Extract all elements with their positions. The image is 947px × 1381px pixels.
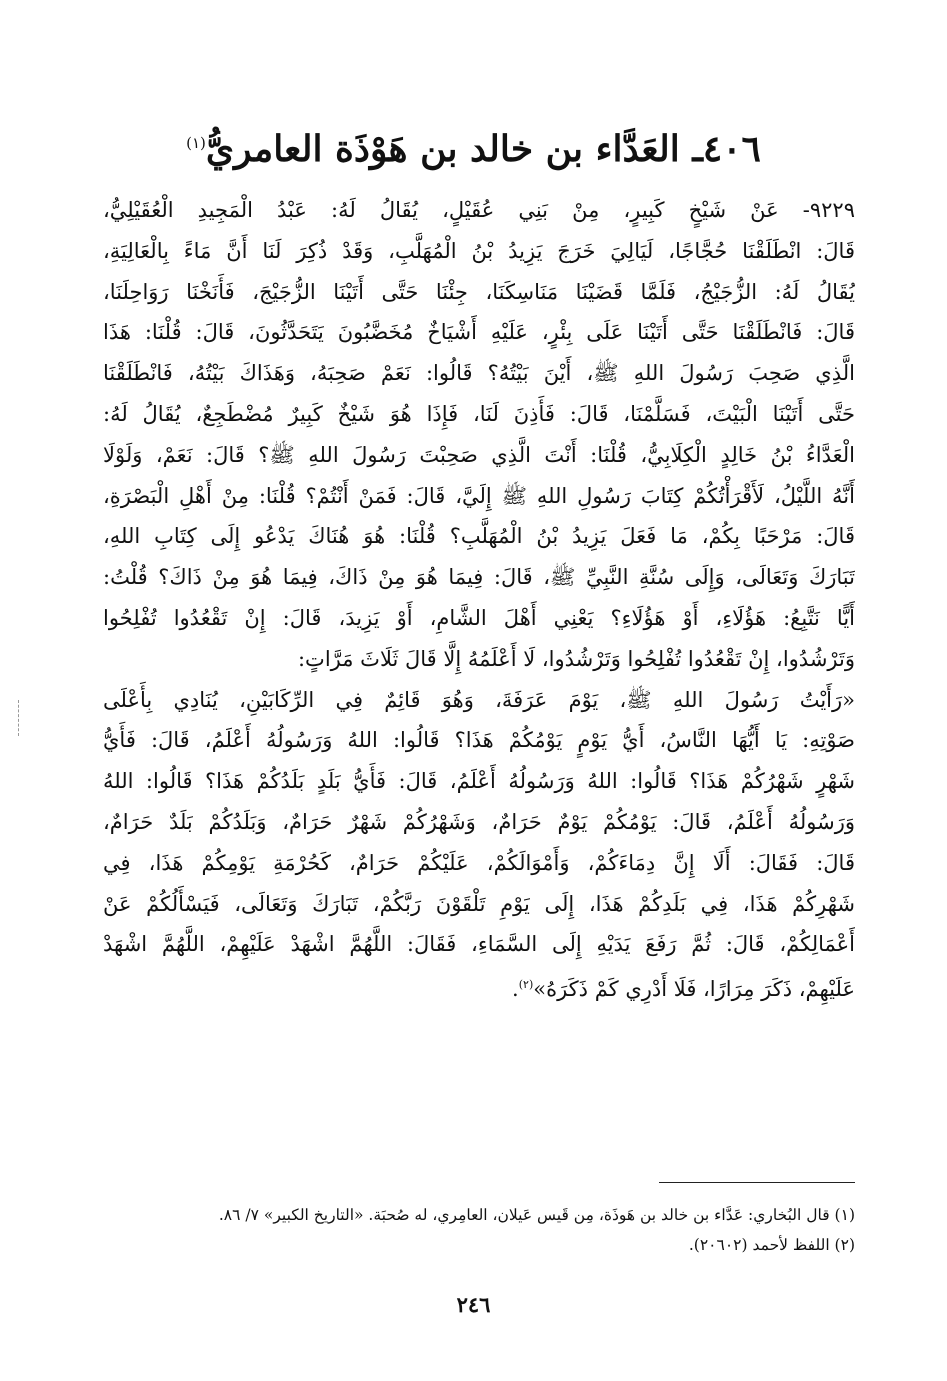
footnote-divider — [659, 1182, 855, 1183]
text-line: قَالَ: مَرْحَبًا بِكُمْ، مَا فَعَلَ يَزِيدُ بْنُ الْمُهَلَّبِ؟ قُلْنَا: هُوَ هُنَاكَ يَدْعُو إِلَى كِتَابِ اللهِ، — [103, 524, 855, 549]
footnotes — [103, 1200, 855, 1260]
chapter-title: العَدَّاء بن خالد بن هَوْذَة العامريُّ — [205, 128, 680, 170]
text-line: قَالَ: فَانْطَلَقْنَا حَتَّى أَتَيْنَا عَلَى بِئْرٍ، عَلَيْهِ أَشْيَاخٌ مُخَضَّبُونَ يَتَحَدَّثُونَ، قَالَ: قُلْنَا: هَذَا — [103, 320, 855, 345]
text-line: وَرَسُولُهُ أَعْلَمُ، قَالَ: يَوْمُكُمْ يَوْمٌ حَرَامٌ، وَشَهْرُكُمْ شَهْرٌ حَرَامٌ، وَبَلَدُكُمْ بَلَدٌ حَرَامٌ، — [103, 809, 855, 834]
text-line: قَالَ: انْطَلَقْنَا حُجَّاجًا، لَيَالِيَ خَرَجَ يَزِيدُ بْنُ الْمُهَلَّبِ، وَقَدْ ذُكِرَ لَنَا أَنَّ مَاءً بِالْعَالِيَةِ، — [103, 238, 855, 263]
final-period: . — [512, 977, 519, 1002]
text-line: الَّذِي صَحِبَ رَسُولَ اللهِ ﷺ، أَيْنَ بَيْتُهُ؟ قَالُوا: نَعَمْ صَحِبَهُ، وَهَذَاكَ بَيْتُهُ، فَانْطَلَقْنَا — [103, 361, 855, 386]
text-line-final — [103, 965, 855, 1006]
text-line: حَتَّى أَتَيْنَا الْبَيْتَ، فَسَلَّمْنَا، قَالَ: فَأَذِنَ لَنَا، فَإِذَا هُوَ شَيْخٌ كَبِيرٌ مُضْطَجِعٌ، يُقَالُ لَهُ: — [103, 401, 855, 426]
text-line: أَعْمَالِكُمْ، قَالَ: ثُمَّ رَفَعَ يَدَيْهِ إِلَى السَّمَاءِ، فَقَالَ: اللَّهُمَّ اشْهَدْ عَلَيْهِمْ، اللَّهُمَّ اشْهَدْ — [103, 932, 855, 957]
final-line-text: عَلَيْهِمْ، ذَكَرَ مِرَارًا، فَلَا أَدْرِي كَمْ ذَكَرَهُ» — [533, 977, 855, 1002]
chapter-heading — [70, 118, 877, 174]
body-footnote-ref: (٢) — [518, 978, 534, 992]
text-line: صَوْتِهِ: يَا أَيُّهَا النَّاسُ، أَيُّ يَوْمٍ يَوْمُكُمْ هَذَا؟ قَالُوا: اللهُ وَرَسُولُهُ أَعْلَمُ، قَالَ: فَأَيُّ — [103, 728, 855, 753]
text-line: يُقَالُ لَهُ: الزُّجَيْجُ، فَلَمَّا قَضَيْنَا مَنَاسِكَنَا، جِئْنَا حَتَّى أَتَيْنَا الزُّجَيْجَ، فَأَنَخْنَا رَوَاحِلَنَا، — [103, 279, 855, 304]
chapter-number: ٤٠٦ـ — [692, 128, 761, 170]
text-line: ٩٢٢٩- عَنْ شَيْخٍ كَبِيرٍ، مِنْ بَنِي عُقَيْلٍ، يُقَالُ لَهُ: عَبْدُ الْمَجِيدِ الْعُقَيْلِيُّ، — [103, 198, 855, 222]
page-number: ٢٤٦ — [456, 1292, 491, 1317]
heading-footnote-ref: (١) — [186, 134, 206, 152]
text-line: الْعَدَّاءُ بْنُ خَالِدٍ الْكِلَابِيُّ، قُلْنَا: أَنْتَ الَّذِي صَحِبْتَ رَسُولَ اللهِ ﷺ؟ قَالَ: نَعَمْ، وَلَوْلَا — [103, 442, 855, 467]
text-line: وَتَرْشُدُوا، إِنْ تَقْعُدُوا تُفْلِحُوا وَتَرْشُدُوا، لَا أَعْلَمُهُ إِلَّا قَالَ ثَلَاثَ مَرَّاتٍ: — [297, 646, 855, 671]
text-line: أَيًّا نَتَّبِعُ: هَؤُلَاءِ، أَوْ هَؤُلَاءِ؟ يَعْنِي أَهْلَ الشَّامِ، أَوْ يَزِيدَ، قَالَ: إِنْ تَقْعُدُوا تُفْلِحُوا — [103, 605, 855, 630]
footnote-2: (٢) اللفظ لأحمد (٢٠٦٠٢). — [688, 1236, 855, 1254]
hadith-text — [103, 190, 855, 1006]
text-line: قَالَ: فَقَالَ: أَلَا إِنَّ دِمَاءَكُمْ، وَأَمْوَالَكُمْ، عَلَيْكُمْ حَرَامٌ، كَحُرْمَةِ يَوْمِكُمْ هَذَا، فِي — [103, 850, 855, 875]
text-line: تَبَارَكَ وَتَعَالَى، وَإِلَى سُنَّةِ النَّبِيِّ ﷺ، قَالَ: فِيمَا هُوَ مِنْ ذَاكَ، فِيمَا هُوَ مِنْ ذَاكَ؟ قُلْتُ: — [103, 565, 855, 590]
text-line: شَهْرِكُمْ هَذَا، فِي بَلَدِكُمْ هَذَا، إِلَى يَوْمِ تَلْقَوْنَ رَبَّكُمْ، تَبَارَكَ وَتَعَالَى، فَيَسْأَلُكُمْ عَنْ — [103, 891, 855, 916]
scan-margin-mark — [18, 700, 20, 736]
text-line: شَهْرٍ شَهْرُكُمْ هَذَا؟ قَالُوا: اللهُ وَرَسُولُهُ أَعْلَمُ، قَالَ: فَأَيُّ بَلَدٍ بَلَدُكُمْ هَذَا؟ قَالُوا: اللهُ — [103, 769, 855, 794]
footnote-1: (١) قال البُخاري: عَدَّاء بن خالد بن هَوذَة، مِن قَيس عَيلان، العامِري، له صُحبَة. «التاريخ الكبير» ٧/ ٨٦. — [218, 1206, 855, 1224]
text-line: أَنَّهُ اللَّيْلُ، لَأَقْرَأْتُكُمْ كِتَابَ رَسُولِ اللهِ ﷺ إِلَيَّ، قَالَ: فَمَنْ أَنْتُمْ؟ قُلْنَا: مِنْ أَهْلِ الْبَصْرَةِ، — [103, 483, 855, 508]
text-line: «رَأَيْتُ رَسُولَ اللهِ ﷺ، يَوْمَ عَرَفَةَ، وَهُوَ قَائِمٌ فِي الرِّكَابَيْنِ، يُنَادِي بِأَعْلَى — [103, 687, 855, 712]
